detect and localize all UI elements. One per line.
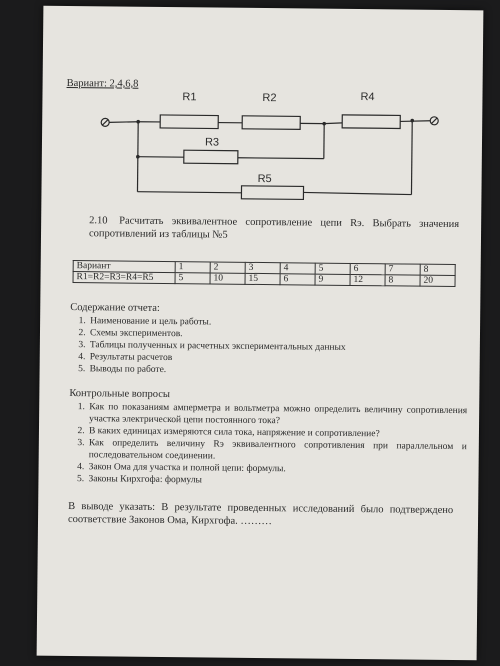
table-cell: 5 [175,273,210,284]
table-cell: 2 [210,262,245,273]
conclusion-text: В выводе указать: В результате проведенных исследований было подтверждено соответствие Законов Ома, Кирхгофа. ……… [67,501,454,528]
label-r1: R1 [182,91,197,104]
list-item: 4. Закон Ома для участка и полной цепи: формулы. [87,461,467,477]
list-item: 5. Выводы по работе. [88,363,468,379]
table-cell: 12 [350,274,385,285]
list-item: 3. Таблицы полученных и расчетных экспериментальных данных [88,339,468,355]
label-r3: R3 [204,136,220,149]
table-cell: 20 [420,275,455,286]
circuit-diagram [41,6,483,216]
list-item: 2. В каких единицах измеряются сила тока, напряжение и сопротивление? [87,425,467,441]
resistor-r5 [241,186,303,200]
table-cell: 3 [245,262,280,273]
list-item: 3. Как определить величину Rэ эквивалентного сопротивления при параллельном и последовательном соединении. [87,437,467,465]
questions-title: Контрольные вопросы [69,388,171,401]
table-cell: 9 [315,274,350,285]
task-text: Расчитать эквивалентное сопротивление цепи Rэ. Выбрать значения сопротивлений из таблицы №5 [88,215,460,241]
resistance-table [73,260,456,287]
table-cell: 4 [280,263,315,274]
table-cell: 8 [420,264,455,275]
table-header-variant: Вариант [73,261,175,273]
report-title: Содержание отчета: [70,302,160,314]
resistor-r3 [184,150,238,164]
variant-title: Вариант: 2,4,6,8 [66,77,139,90]
resistor-r4 [342,115,400,129]
table-cell: 6 [280,274,315,285]
table-cell: 6 [350,263,385,274]
table-cell: 10 [210,273,245,284]
table-cell: 7 [385,264,420,275]
task-statement [89,214,459,244]
table-cell: 15 [245,273,280,284]
task-number: 2.10 [89,215,108,227]
table-header-resistance: R1=R2=R3=R4=R5 [73,272,175,284]
resistor-r1 [160,115,218,129]
questions-list [68,401,467,489]
list-item: 1. Наименование и цель работы. [88,315,468,331]
list-item: 2. Схемы экспериментов. [88,327,468,343]
table-cell: 8 [385,275,420,286]
report-list [70,315,469,379]
list-item: 5. Законы Кирхгофа: формулы [86,473,466,489]
label-r2: R2 [262,92,277,105]
list-item: 4. Результаты расчетов [88,351,468,367]
table-cell: 5 [315,263,350,274]
list-item: 1. Как по показаниям амперметра и вольтметра можно определить величину сопротивления участка электрической цепи постоянного тока? [87,401,467,429]
resistor-r2 [242,116,300,130]
table-cell: 1 [175,262,210,273]
document-page [37,6,484,661]
label-r4: R4 [360,91,375,104]
label-r5: R5 [257,172,272,186]
